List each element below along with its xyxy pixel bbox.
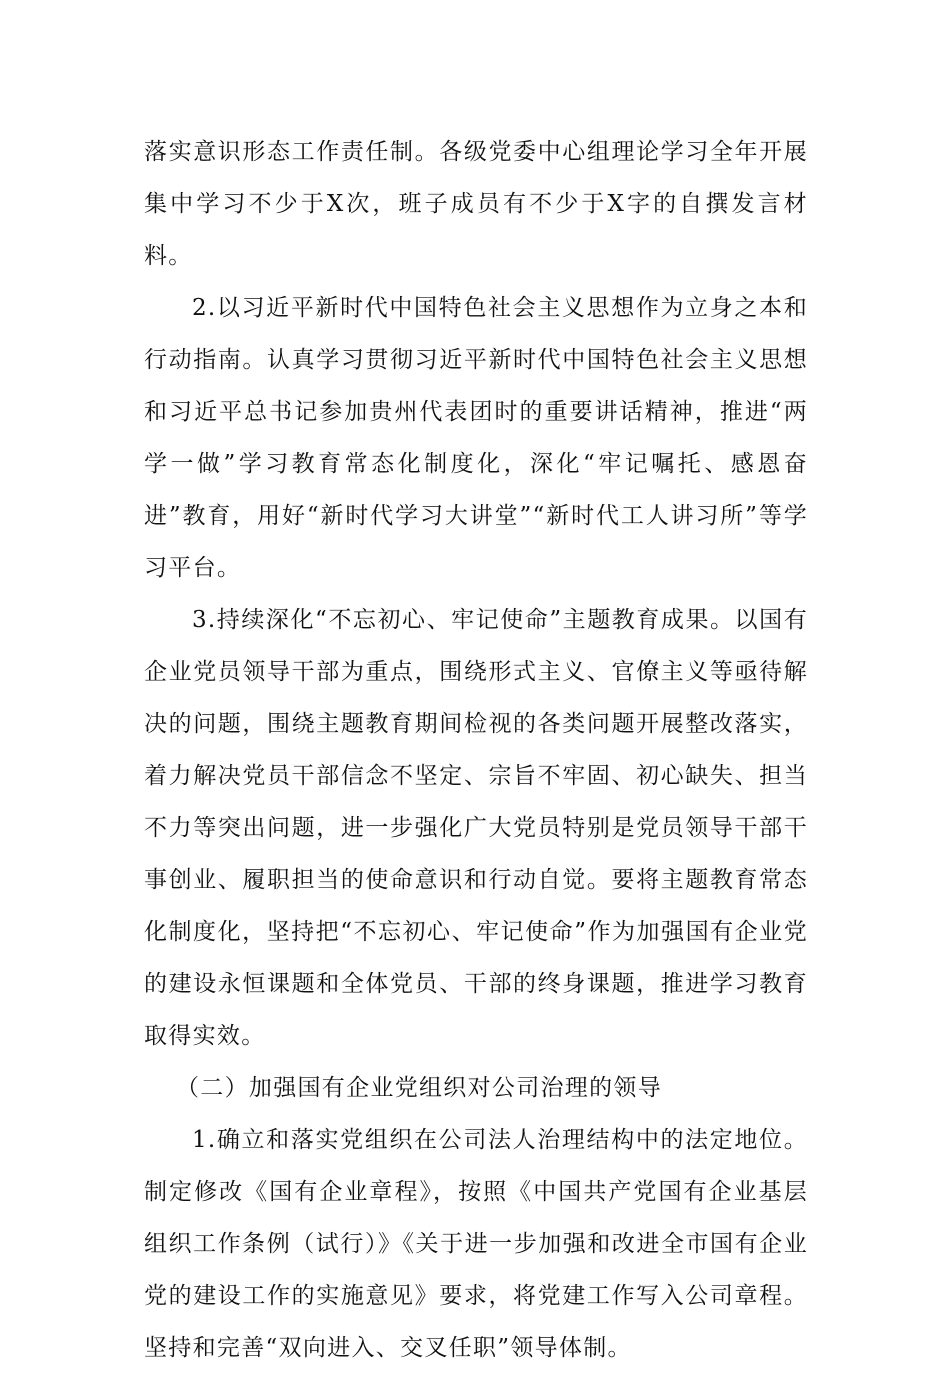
- paragraph-continuation: 落实意识形态工作责任制。各级党委中心组理论学习全年开展集中学习不少于X次，班子成员有不少于X字的自撰发言材料。: [144, 139, 808, 269]
- section-heading: （二）加强国有企业党组织对公司治理的领导: [176, 1075, 662, 1101]
- paragraph-item-1: 1.确立和落实党组织在公司法人治理结构中的法定地位。制定修改《国有企业章程》，按照《中国共产党国有企业基层组织工作条例（试行）》《关于进一步加强和改进全市国有企业党的建设工作的实施意见》要求，将党建工作写入公司章程。坚持和完善“双向进入、交叉任职”领导体制。: [144, 1127, 808, 1361]
- document-body: [144, 126, 808, 1374]
- paragraph-item-3: 3.持续深化“不忘初心、牢记使命”主题教育成果。以国有企业党员领导干部为重点，围绕形式主义、官僚主义等亟待解决的问题，围绕主题教育期间检视的各类问题开展整改落实，着力解决党员干部信念不坚定、宗旨不牢固、初心缺失、担当不力等突出问题，进一步强化广大党员特别是党员领导干部干事创业、履职担当的使命意识和行动自觉。要将主题教育常态化制度化，坚持把“不忘初心、牢记使命”作为加强国有企业党的建设永恒课题和全体党员、干部的终身课题，推进学习教育取得实效。: [144, 607, 808, 1049]
- paragraph-item-2: 2.以习近平新时代中国特色社会主义思想作为立身之本和行动指南。认真学习贯彻习近平新时代中国特色社会主义思想和习近平总书记参加贵州代表团时的重要讲话精神，推进“两学一做”学习教育常态化制度化，深化“牢记嘱托、感恩奋进”教育，用好“新时代学习大讲堂”“新时代工人讲习所”等学习平台。: [144, 295, 808, 581]
